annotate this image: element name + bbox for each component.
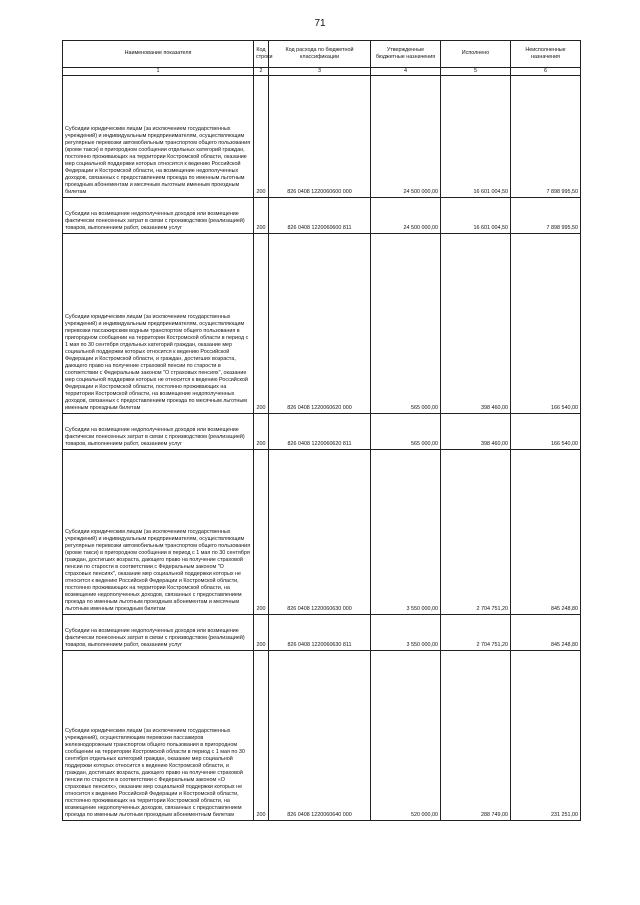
header-row <box>63 41 581 68</box>
row-budget-code: 826 0408 1220060600 000 <box>269 76 371 198</box>
header-line-code: Код строки <box>254 41 269 68</box>
row-approved: 3 550 000,00 <box>371 615 441 651</box>
row-budget-code: 826 0408 1220060620 811 <box>269 414 371 450</box>
row-line-code: 200 <box>254 414 269 450</box>
row-budget-code: 826 0408 1220060630 811 <box>269 615 371 651</box>
page-number: 71 <box>314 18 326 29</box>
column-number: 6 <box>511 68 581 76</box>
column-number: 5 <box>441 68 511 76</box>
row-executed: 288 749,00 <box>441 651 511 821</box>
table-row <box>63 234 581 414</box>
row-line-code: 200 <box>254 198 269 234</box>
row-name: Субсидии юридическим лицам (за исключением государственных учреждений) и индивидуальным предпринимателям, осуществляющим перевозки пассажирским водным транспортом общего пользования в пригородном сообщении на территории Костромской области в период с 1 мая по 30 сентября отдельных категорий граждан, оказание мер социальной поддержки которых относится к ведению Российской Федерации и Костромской области, и граждан, достигших возраста, дающего право на получение страховой пенсии по старости в соответствии с Федеральным законом "О страховых пенсиях", оказание мер социальной поддержки которых не относится к ведению Российской Федерации и Костромской области, постоянно проживающих на территории Костромской области, на возмещение недополученных доходов, связанных с предоставлением проезда по месячным льготным именным проездным билетам <box>63 234 254 414</box>
row-line-code: 200 <box>254 615 269 651</box>
column-number: 1 <box>63 68 254 76</box>
table-row <box>63 414 581 450</box>
header-unexecuted: Неисполненные назначения <box>511 41 581 68</box>
row-name: Субсидии юридическим лицам (за исключением государственных учреждений), осуществляющим перевозки пассажиров железнодорожным транспортом общего пользования в пригородном сообщении на территории Костромской области в период с 1 мая по 30 сентября отдельных категорий граждан, оказание мер социальной поддержки которых относится к ведению Костромской области, и граждан, достигших возраста, дающего право на получение страховой пенсии по старости в соответствии с Федеральным законом «О страховых пенсиях», оказание мер социальной поддержки которых не относится к ведению Российской Федерации и Костромской области, постоянно проживающих на территории Костромской области, на возмещение недополученных доходов, связанных с предоставлением проезда по именным льготным проездным абонементным билетам <box>63 651 254 821</box>
header-executed: Исполнено <box>441 41 511 68</box>
row-line-code: 200 <box>254 76 269 198</box>
row-budget-code: 826 0408 1220060620 000 <box>269 234 371 414</box>
row-executed: 2 704 751,20 <box>441 615 511 651</box>
row-executed: 16 601 004,50 <box>441 76 511 198</box>
row-name: Субсидии юридическим лицам (за исключением государственных учреждений) и индивидуальным предпринимателям, осуществляющим регулярные перевозки автомобильным транспортом общего пользования (кроме такси) в пригородном сообщении в период с 1 мая по 30 сентября граждан, достигших возраста, дающего право на получение страховой пенсии по старости в соответствии с Федеральным законом "О страховых пенсиях", оказание мер социальной поддержки которых не относится к ведению Российской Федерации и Костромской области, постоянно проживающих на территории Костромской области, на возмещение недополученных доходов, связанных с предоставлением проезда по именным льготным проездным абонементам и месячным льготным именным проездным билетам <box>63 450 254 615</box>
row-approved: 520 000,00 <box>371 651 441 821</box>
row-approved: 24 500 000,00 <box>371 198 441 234</box>
row-name: Субсидии на возмещение недополученных доходов или возмещение фактически понесенных затрат в связи с производством (реализацией) товаров, выполнением работ, оказанием услуг <box>63 414 254 450</box>
row-unexecuted: 166 540,00 <box>511 234 581 414</box>
header-budget-code: Код расхода по бюджетной классификации <box>269 41 371 68</box>
row-approved: 565 000,00 <box>371 234 441 414</box>
row-executed: 398 460,00 <box>441 414 511 450</box>
table-row <box>63 651 581 821</box>
table-row <box>63 198 581 234</box>
header-name: Наименование показателя <box>63 41 254 68</box>
row-approved: 24 500 000,00 <box>371 76 441 198</box>
row-executed: 2 704 751,20 <box>441 450 511 615</box>
row-line-code: 200 <box>254 450 269 615</box>
row-unexecuted: 845 248,80 <box>511 450 581 615</box>
row-approved: 3 550 000,00 <box>371 450 441 615</box>
budget-table <box>62 40 581 821</box>
row-budget-code: 826 0408 1220060600 811 <box>269 198 371 234</box>
row-unexecuted: 7 898 995,50 <box>511 76 581 198</box>
row-unexecuted: 845 248,80 <box>511 615 581 651</box>
table-row <box>63 450 581 615</box>
column-number-row <box>63 68 581 76</box>
header-approved: Утвержденные бюджетные назначения <box>371 41 441 68</box>
table-row <box>63 615 581 651</box>
column-number: 3 <box>269 68 371 76</box>
table-row <box>63 76 581 198</box>
row-line-code: 200 <box>254 651 269 821</box>
row-executed: 398 460,00 <box>441 234 511 414</box>
row-unexecuted: 231 251,00 <box>511 651 581 821</box>
row-name: Субсидии юридическим лицам (за исключением государственных учреждений) и индивидуальным предпринимателям, осуществляющим регулярные перевозки автомобильным транспортом общего пользования (кроме такси) в пригородном сообщении отдельных категорий граждан, постоянно проживающих на территории Костромской области, оказание мер социальной поддержки которых относится к ведению Российской Федерации и Костромской области, на возмещение недополученных доходов, связанных с предоставлением проезда по именным льготным проездным абонементам и месячным льготным именным проездным билетам <box>63 76 254 198</box>
row-executed: 16 601 004,50 <box>441 198 511 234</box>
row-budget-code: 826 0408 1220060630 000 <box>269 450 371 615</box>
row-name: Субсидии на возмещение недополученных доходов или возмещение фактически понесенных затрат в связи с производством (реализацией) товаров, выполнением работ, оказанием услуг <box>63 615 254 651</box>
column-number: 2 <box>254 68 269 76</box>
row-unexecuted: 7 898 995,50 <box>511 198 581 234</box>
row-approved: 565 000,00 <box>371 414 441 450</box>
row-line-code: 200 <box>254 234 269 414</box>
column-number: 4 <box>371 68 441 76</box>
row-budget-code: 826 0408 1220060640 000 <box>269 651 371 821</box>
row-name: Субсидии на возмещение недополученных доходов или возмещение фактически понесенных затрат в связи с производством (реализацией) товаров, выполнением работ, оказанием услуг <box>63 198 254 234</box>
row-unexecuted: 166 540,00 <box>511 414 581 450</box>
